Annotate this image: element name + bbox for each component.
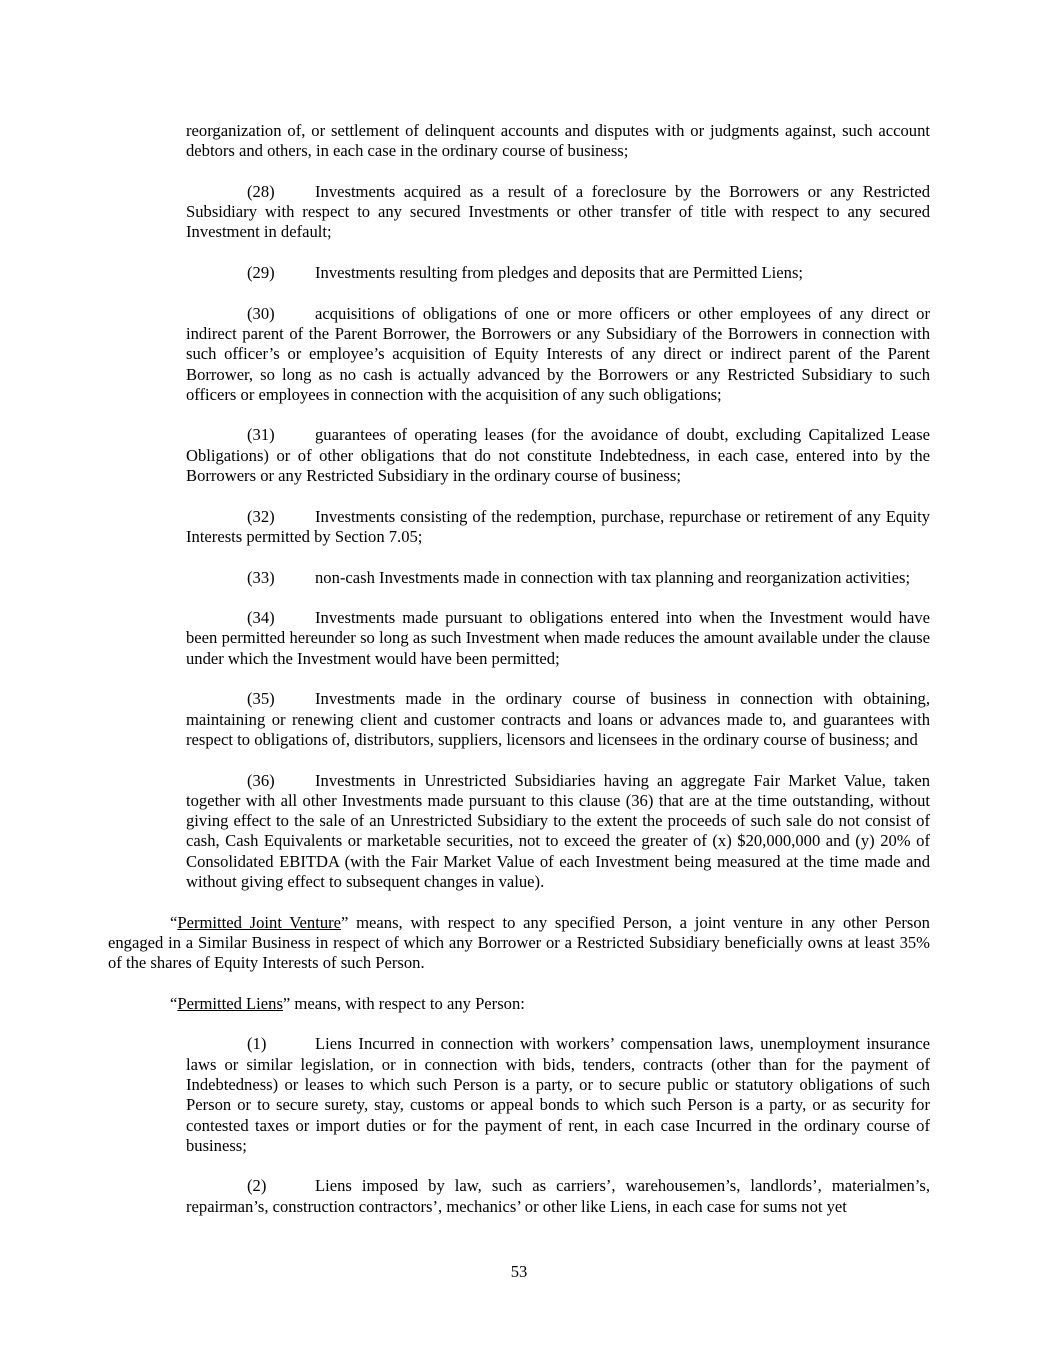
clause-number: (33) bbox=[247, 567, 275, 587]
definition-text: ” means, with respect to any Person: bbox=[282, 993, 525, 1013]
paragraph-continuation: reorganization of, or settlement of delinquent accounts and disputes with or judgments against, such account debtors and others, in each case in the ordinary course of business; bbox=[186, 121, 930, 161]
definition-permitted-liens bbox=[108, 994, 930, 1014]
lien-clause-2 bbox=[186, 1176, 930, 1217]
clause-number: (34) bbox=[247, 608, 275, 628]
clause-29 bbox=[186, 263, 930, 283]
open-quote: “ bbox=[170, 993, 178, 1013]
clause-text: Investments consisting of the redemption, purchase, repurchase or retirement of any Equity Interests permitted by Section 7.05; bbox=[186, 506, 930, 546]
definition-text: ” means, with respect to any specified Person, a joint venture in any other Person engaged in a Similar Business in respect of which any Borrower or a Restricted Subsidiary beneficially owns at least 35% of the shares of Equity Interests of such Person. bbox=[108, 912, 930, 973]
clause-text: Liens Incurred in connection with workers’ compensation laws, unemployment insurance laws or similar legislation, or in connection with bids, tenders, contracts (other than for the payment of Indebtedness) or leases to which such Person is a party, or to secure public or statutory obligations of such Person or to secure surety, stay, customs or appeal bonds to which such Person is a party, or as security for contested taxes or import duties or for the payment of rent, in each case Incurred in the ordinary course of business; bbox=[186, 1034, 930, 1155]
clause-text: Liens imposed by law, such as carriers’, warehousemen’s, landlords’, materialmen’s, repairman’s, construction contractors’, mechanics’ or other like Liens, in each case for sums not yet bbox=[186, 1176, 930, 1216]
clause-number: (35) bbox=[247, 689, 275, 709]
clause-34 bbox=[186, 608, 930, 669]
clause-number: (29) bbox=[247, 263, 275, 283]
clause-32 bbox=[186, 507, 930, 548]
definition-term: Permitted Liens bbox=[177, 993, 283, 1013]
clause-text: Investments acquired as a result of a foreclosure by the Borrowers or any Restricted Subsidiary with respect to any secured Investments or other transfer of title with respect to any secured Investment in default; bbox=[186, 181, 930, 242]
clause-text: Investments in Unrestricted Subsidiaries having an aggregate Fair Market Value, taken together with all other Investments made pursuant to this clause (36) that are at the time outstanding, without giving effect to the sale of an Unrestricted Subsidiary to the extent the proceeds of such sale do not consist of cash, Cash Equivalents or marketable securities, not to exceed the greater of (x) $20,000,000 and (y) 20% of Consolidated EBITDA (with the Fair Market Value of each Investment being measured at the time made and without giving effect to subsequent changes in value). bbox=[186, 770, 930, 891]
clause-number: (1) bbox=[247, 1034, 267, 1054]
clause-28 bbox=[186, 182, 930, 243]
clause-text: guarantees of operating leases (for the avoidance of doubt, excluding Capitalized Lease Obligations) or of other obligations that do not constitute Indebtedness, in each case, entered into by the Borrowers or any Restricted Subsidiary in the ordinary course of business; bbox=[186, 425, 930, 486]
definition-term: Permitted Joint Venture bbox=[177, 912, 342, 932]
clause-number: (30) bbox=[247, 303, 275, 323]
clause-text: acquisitions of obligations of one or more officers or other employees of any direct or indirect parent of the Parent Borrower, the Borrowers or any Subsidiary of the Borrowers in connection with such officer’s or employee’s acquisition of Equity Interests of any direct or indirect parent of the Parent Borrower, so long as no cash is actually advanced by the Borrowers or any Restricted Subsidiary to such officers or employees in connection with the acquisition of any such obligations; bbox=[186, 303, 930, 404]
clause-number: (28) bbox=[247, 181, 275, 201]
clause-text: Investments resulting from pledges and deposits that are Permitted Liens; bbox=[315, 263, 804, 283]
clause-31 bbox=[186, 425, 930, 486]
clause-36 bbox=[186, 771, 930, 893]
clause-33 bbox=[186, 568, 930, 588]
page-content bbox=[108, 121, 930, 1237]
definition-permitted-joint-venture bbox=[108, 913, 930, 974]
clause-30 bbox=[186, 304, 930, 405]
clause-number: (32) bbox=[247, 506, 275, 526]
lien-clause-1 bbox=[186, 1034, 930, 1156]
open-quote: “ bbox=[170, 912, 178, 932]
clause-text: non-cash Investments made in connection with tax planning and reorganization activities; bbox=[315, 567, 911, 587]
clause-number: (31) bbox=[247, 425, 275, 445]
clause-text: Investments made pursuant to obligations entered into when the Investment would have been permitted hereunder so long as such Investment when made reduces the amount available under the clause under which the Investment would have been permitted; bbox=[186, 608, 930, 668]
clause-number: (36) bbox=[247, 770, 275, 790]
clause-text: Investments made in the ordinary course of business in connection with obtaining, maintaining or renewing client and customer contracts and loans or advances made to, and guarantees with respect to obligations of, distributors, suppliers, licensors and licensees in the ordinary course of business; and bbox=[186, 689, 930, 749]
clause-35 bbox=[186, 689, 930, 750]
clause-number: (2) bbox=[247, 1176, 267, 1196]
page-number: 53 bbox=[510, 1262, 528, 1281]
